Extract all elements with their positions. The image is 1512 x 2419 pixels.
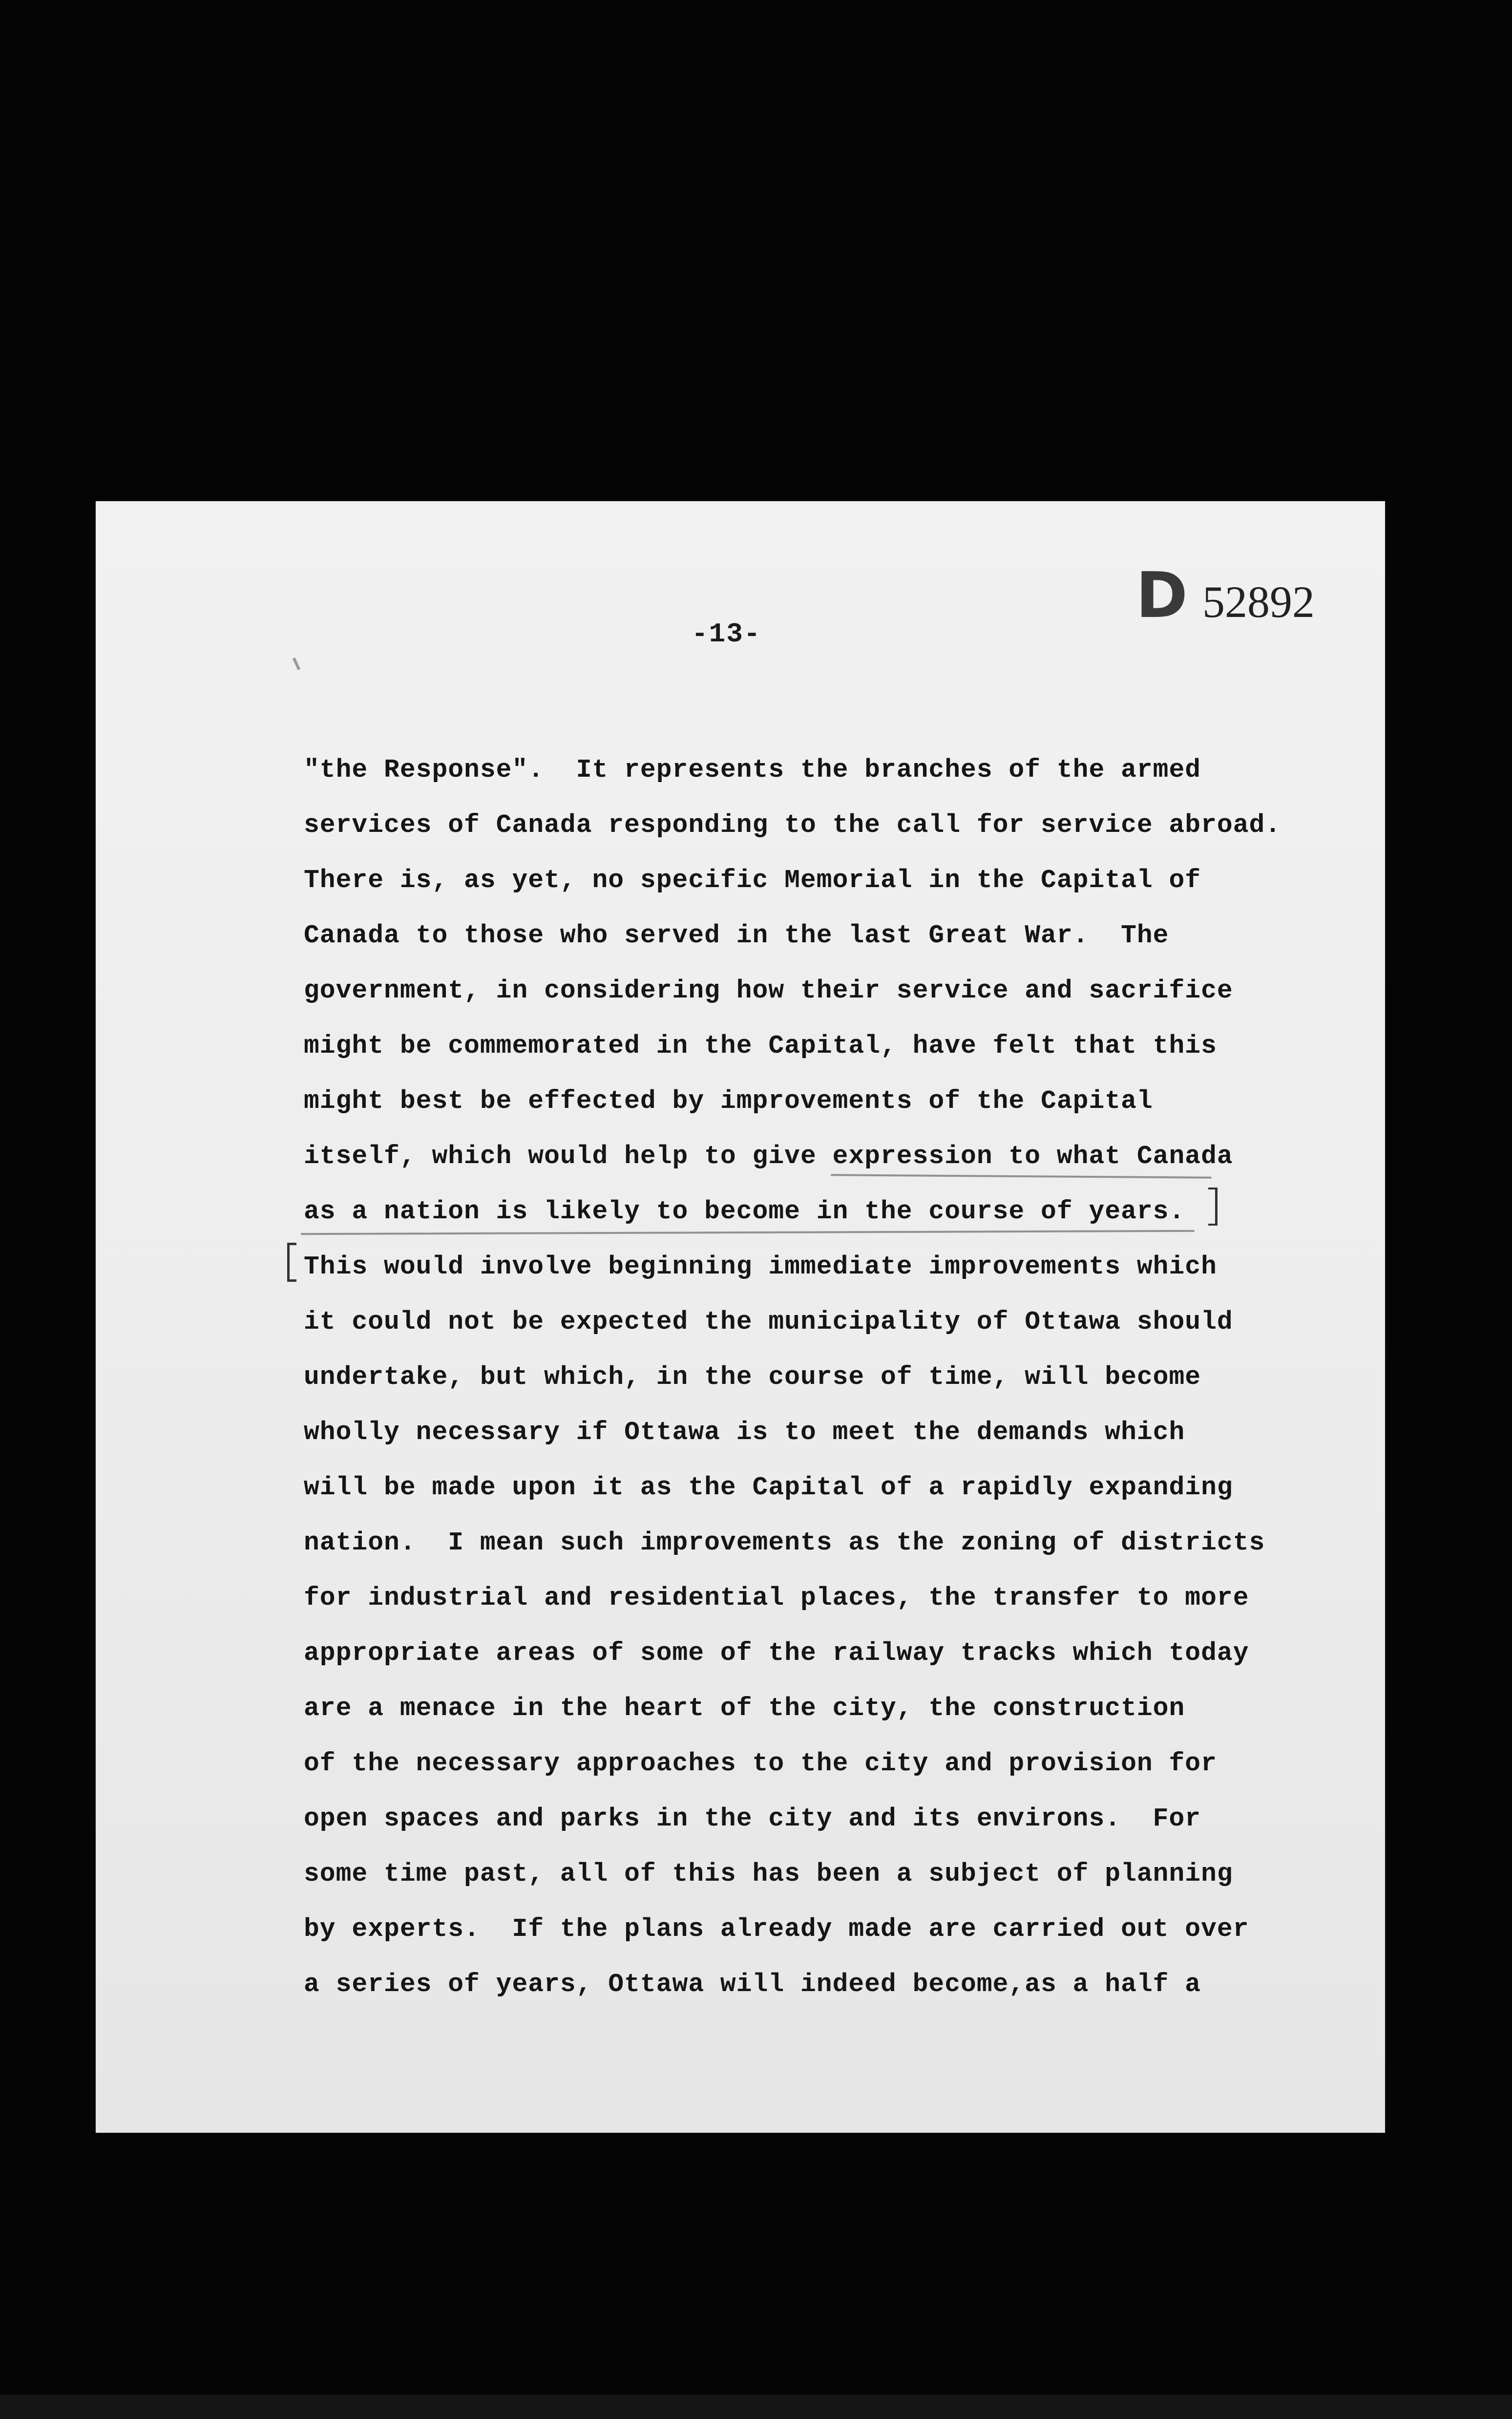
document-id-number: 52892 xyxy=(1202,577,1315,627)
page-number: -13- xyxy=(692,618,761,650)
text-line: some time past, all of this has been a subject of planning xyxy=(304,1859,1233,1889)
text-line: This would involve beginning immediate improvements which xyxy=(304,1252,1217,1281)
text-line: might best be effected by improvements of the Capital xyxy=(304,1086,1153,1116)
body-text xyxy=(304,743,1305,2012)
film-edge-strip xyxy=(0,2395,1512,2419)
text-line: Canada to those who served in the last Great War. The xyxy=(304,921,1169,950)
text-line: of the necessary approaches to the city and provision for xyxy=(304,1749,1217,1778)
text-line: by experts. If the plans already made are carried out over xyxy=(304,1914,1249,1944)
text-line: nation. I mean such improvements as the zoning of districts xyxy=(304,1528,1265,1557)
text-line: as a nation is likely to become in the course of years. xyxy=(304,1197,1185,1226)
text-line: a series of years, Ottawa will indeed become,as a half a xyxy=(304,1970,1201,1999)
text-line: itself, which would help to give expression to what Canada xyxy=(304,1142,1233,1171)
text-line: There is, as yet, no specific Memorial in the Capital of xyxy=(304,866,1201,895)
text-line: open spaces and parks in the city and its environs. For xyxy=(304,1804,1201,1833)
text-line: services of Canada responding to the call for service abroad. xyxy=(304,810,1281,840)
text-line: it could not be expected the municipality of Ottawa should xyxy=(304,1307,1233,1337)
document-page xyxy=(96,501,1385,2133)
pen-bracket-open-mark xyxy=(287,1243,296,1282)
text-line: will be made upon it as the Capital of a rapidly expanding xyxy=(304,1473,1233,1502)
text-line: for industrial and residential places, the transfer to more xyxy=(304,1583,1249,1613)
text-line: undertake, but which, in the course of time, will become xyxy=(304,1362,1201,1392)
text-line: might be commemorated in the Capital, have felt that this xyxy=(304,1031,1217,1061)
text-line: "the Response". It represents the branches of the armed xyxy=(304,755,1201,785)
text-line: appropriate areas of some of the railway tracks which today xyxy=(304,1638,1249,1668)
document-id-letter: D xyxy=(1135,559,1188,632)
film-speck xyxy=(293,658,300,670)
document-id-stamp xyxy=(1135,559,1315,632)
pen-bracket-close-mark xyxy=(1208,1188,1218,1226)
text-line: are a menace in the heart of the city, the construction xyxy=(304,1694,1185,1723)
text-line: wholly necessary if Ottawa is to meet the demands which xyxy=(304,1418,1185,1447)
text-line: government, in considering how their service and sacrifice xyxy=(304,976,1233,1005)
